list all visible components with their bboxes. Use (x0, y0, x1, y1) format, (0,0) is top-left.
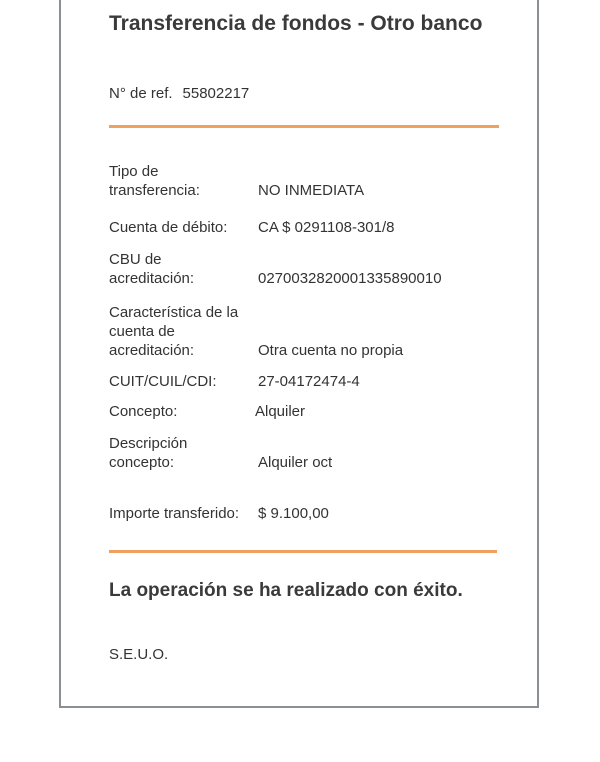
detail-value: CA $ 0291108-301/8 (258, 219, 395, 236)
detail-row-concept (109, 402, 509, 421)
reference-number (109, 85, 249, 102)
divider-bottom (109, 550, 497, 553)
divider-top (109, 125, 499, 128)
detail-row-concept-description (109, 434, 509, 472)
detail-label: CUIT/CUIL/CDI: (109, 373, 217, 390)
detail-label: Tipo de transferencia: (109, 163, 200, 199)
detail-row-transfer-type (109, 162, 509, 200)
detail-row-debit-account (109, 218, 509, 237)
detail-label: Característica de la cuenta de acreditación: (109, 304, 239, 359)
detail-label: Descripción concepto: (109, 435, 188, 471)
detail-value: Alquiler oct (258, 454, 333, 471)
detail-row-account-characteristic (109, 303, 509, 360)
detail-label: CBU de acreditación: (109, 251, 195, 287)
transfer-receipt (59, 0, 539, 708)
detail-label: Importe transferido: (109, 505, 240, 522)
detail-value: Otra cuenta no propia (258, 342, 404, 359)
reference-label: N° de ref. (109, 85, 173, 102)
detail-value: NO INMEDIATA (258, 182, 365, 199)
detail-row-amount (109, 485, 509, 523)
detail-label: Concepto: (109, 403, 178, 420)
detail-label: Cuenta de débito: (109, 219, 228, 236)
detail-value: $ 9.100,00 (258, 505, 329, 522)
reference-value: 55802217 (182, 85, 250, 102)
receipt-title: Transferencia de fondos - Otro banco (109, 12, 483, 35)
detail-row-cuit (109, 372, 509, 391)
detail-value: Alquiler (255, 403, 306, 420)
detail-row-cbu (109, 250, 509, 288)
detail-value: 27-04172474-4 (258, 373, 360, 390)
detail-value: 0270032820001335890010 (258, 270, 442, 287)
success-message: La operación se ha realizado con éxito. (109, 580, 463, 601)
footer-note: S.E.U.O. (109, 646, 169, 663)
